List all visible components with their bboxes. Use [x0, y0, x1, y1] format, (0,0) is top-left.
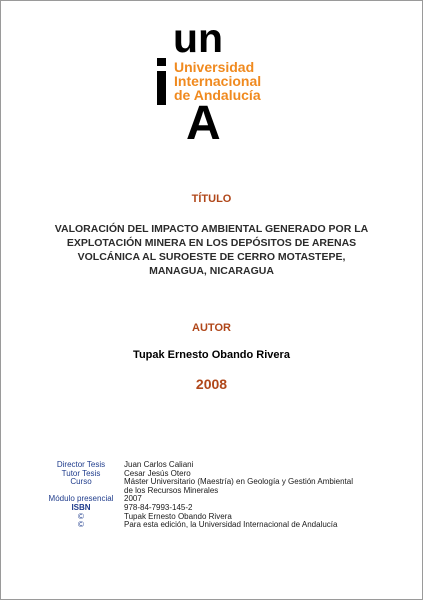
- meta-key: Tutor Tesis: [61, 468, 101, 478]
- author-name: Tupak Ernesto Obando Rivera: [133, 349, 290, 361]
- meta-value: Tupak Ernesto Obando Rivera: [124, 511, 232, 521]
- thesis-title-line: MANAGUA, NICARAGUA: [149, 265, 274, 277]
- meta-key: ©: [78, 520, 84, 530]
- meta-value: de los Recursos Minerales: [124, 485, 219, 495]
- thesis-title: [0, 222, 423, 278]
- meta-value: Máster Universitario (Maestría) en Geología y Gestión Ambiental: [124, 477, 353, 487]
- meta-value: Cesar Jesús Otero: [124, 468, 191, 478]
- meta-row: [38, 478, 398, 487]
- meta-key: Curso: [70, 477, 92, 487]
- metadata-block: [38, 461, 398, 530]
- autor-label: AUTOR: [192, 322, 231, 334]
- meta-key: ©: [78, 511, 84, 521]
- logo-i-dot: [157, 58, 166, 66]
- meta-value: Para esta edición, la Universidad Internacional de Andalucía: [124, 520, 338, 530]
- meta-row: [38, 495, 398, 504]
- logo-A: A: [186, 97, 221, 150]
- logo-un: un: [173, 15, 224, 61]
- logo-text-internacional: Internacional: [174, 73, 262, 89]
- meta-value: Juan Carlos Caliani: [124, 460, 194, 469]
- thesis-title-line: VALORACIÓN DEL IMPACTO AMBIENTAL GENERADO POR LA: [54, 223, 369, 235]
- year: 2008: [195, 376, 228, 392]
- thesis-title-line: EXPLOTACIÓN MINERA EN LOS DEPÓSITOS DE ARENAS: [66, 237, 357, 249]
- meta-value: 2007: [124, 494, 142, 504]
- logo-i-stem: [157, 71, 166, 105]
- meta-value: 978-84-7993-145-2: [124, 502, 193, 512]
- logo-text-universidad: Universidad: [174, 59, 255, 75]
- meta-key: ISBN: [71, 502, 91, 512]
- titulo-label: TÍTULO: [191, 193, 232, 205]
- meta-key: Director Tesis: [56, 460, 106, 469]
- unia-logo: [0, 0, 423, 160]
- meta-row: [38, 521, 398, 530]
- meta-key: Módulo presencial: [48, 494, 114, 504]
- thesis-title-line: VOLCÁNICA AL SUROESTE DE CERRO MOTASTEPE,: [77, 251, 346, 263]
- logo-text-andalucia: de Andalucía: [174, 87, 261, 103]
